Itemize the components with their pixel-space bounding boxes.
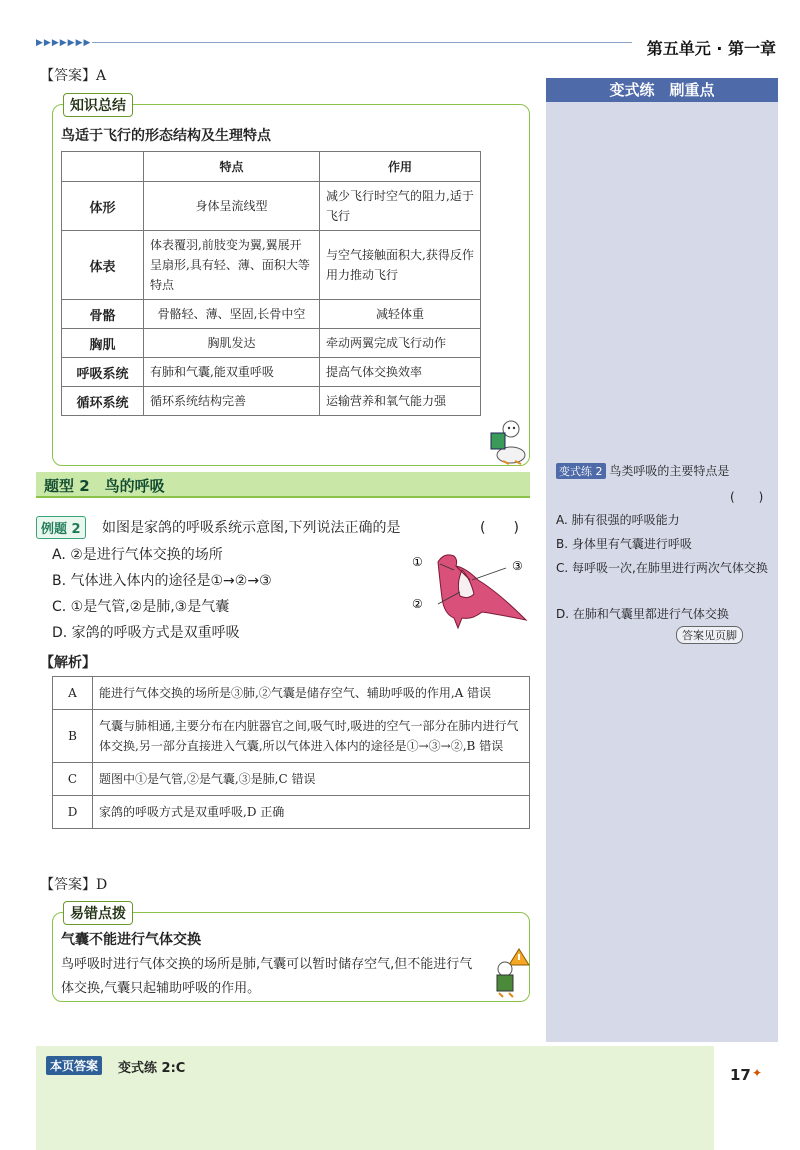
table-row xyxy=(53,677,530,710)
answer-2: 【答案】D xyxy=(40,877,108,893)
row-head: 胸肌 xyxy=(62,329,144,358)
row-feature: 体表覆羽,前肢变为翼,翼展开呈扇形,具有轻、薄、面积大等特点 xyxy=(144,231,320,300)
row-use: 减少飞行时空气的阻力,适于飞行 xyxy=(320,182,481,231)
option-d: D. 家鸽的呼吸方式是双重呼吸 xyxy=(52,625,240,641)
row-head: 体形 xyxy=(62,182,144,231)
analysis-text: 家鸽的呼吸方式是双重呼吸,D 正确 xyxy=(93,796,530,829)
summary-header-row xyxy=(62,152,481,182)
summary-table xyxy=(61,151,481,416)
footer-answer-label: 本页答案 xyxy=(46,1056,102,1075)
knowledge-summary-box xyxy=(52,98,530,466)
row-head: 循环系统 xyxy=(62,387,144,416)
analysis-label: 【解析】 xyxy=(40,655,96,671)
row-feature: 有肺和气囊,能双重呼吸 xyxy=(144,358,320,387)
summary-col-2: 作用 xyxy=(320,152,481,182)
analysis-key: D xyxy=(53,796,93,829)
chapter-title: 第五单元 · 第一章 xyxy=(646,39,776,58)
table-row xyxy=(53,710,530,763)
example-tag: 例题 2 xyxy=(36,516,86,539)
header-rule xyxy=(92,42,632,43)
header-arrows: ▶▶▶▶▶▶▶ xyxy=(36,38,92,48)
summary-col-1: 特点 xyxy=(144,152,320,182)
row-head: 呼吸系统 xyxy=(62,358,144,387)
practice-question xyxy=(556,462,774,479)
table-row xyxy=(53,763,530,796)
tip-title: 气囊不能进行气体交换 xyxy=(61,932,201,948)
summary-title: 鸟适于飞行的形态结构及生理特点 xyxy=(61,128,271,144)
pigeon-respiratory-diagram xyxy=(410,540,530,630)
practice-option-a: A. 肺有很强的呼吸能力 xyxy=(556,513,680,527)
practice-option-d: D. 在肺和气囊里都进行气体交换 xyxy=(556,607,729,621)
practice-tag: 变式练 2 xyxy=(556,463,606,479)
row-use: 提高气体交换效率 xyxy=(320,358,481,387)
option-b: B. 气体进入体内的途径是①→②→③ xyxy=(52,573,272,589)
label-1: ① xyxy=(412,555,423,569)
row-feature: 胸肌发达 xyxy=(144,329,320,358)
answer-footnote-link[interactable]: 答案见页脚 xyxy=(676,626,743,644)
mascot-warning-icon xyxy=(491,947,531,999)
section-2-title: 题型 2 鸟的呼吸 xyxy=(44,477,165,495)
row-feature: 身体呈流线型 xyxy=(144,182,320,231)
page-decoration-icon: ✦ xyxy=(752,1066,763,1080)
tip-tag: 易错点拨 xyxy=(63,901,133,925)
table-row xyxy=(62,329,481,358)
analysis-text: 气囊与肺相通,主要分布在内脏器官之间,吸气时,吸进的空气一部分在肺内进行气体交换,另一部分直接进入气囊,所以气体进入体内的途径是①→③→②,B 错误 xyxy=(93,710,530,763)
summary-tag: 知识总结 xyxy=(63,93,133,117)
row-head: 骨骼 xyxy=(62,300,144,329)
summary-col-0 xyxy=(62,152,144,182)
table-row xyxy=(62,387,481,416)
footer-answer: 变式练 2:C xyxy=(118,1061,186,1076)
option-c: C. ①是气管,②是肺,③是气囊 xyxy=(52,599,230,615)
row-use: 运输营养和氧气能力强 xyxy=(320,387,481,416)
analysis-key: B xyxy=(53,710,93,763)
page-number: 17 xyxy=(730,1066,751,1084)
analysis-table xyxy=(52,676,530,829)
analysis-key: C xyxy=(53,763,93,796)
practice-option-b: B. 身体里有气囊进行呼吸 xyxy=(556,537,692,551)
table-row xyxy=(62,182,481,231)
label-3: ③ xyxy=(512,559,523,573)
analysis-text: 题图中①是气管,②是气囊,③是肺,C 错误 xyxy=(93,763,530,796)
table-row xyxy=(62,300,481,329)
practice-option-c: C. 每呼吸一次,在肺里进行两次气体交换 xyxy=(556,561,768,575)
row-use: 减轻体重 xyxy=(320,300,481,329)
row-use: 牵动两翼完成飞行动作 xyxy=(320,329,481,358)
answer-1: 【答案】A xyxy=(40,68,107,84)
row-feature: 骨骼轻、薄、坚固,长骨中空 xyxy=(144,300,320,329)
row-head: 体表 xyxy=(62,231,144,300)
row-use: 与空气接触面积大,获得反作用力推动飞行 xyxy=(320,231,481,300)
tip-body: 鸟呼吸时进行气体交换的场所是肺,气囊可以暂时储存空气,但不能进行气体交换,气囊只起辅助呼吸的作用。 xyxy=(61,957,473,996)
example-question: 如图是家鸽的呼吸系统示意图,下列说法正确的是 xyxy=(102,520,401,536)
analysis-text: 能进行气体交换的场所是③肺,②气囊是储存空气、辅助呼吸的作用,A 错误 xyxy=(93,677,530,710)
label-2: ② xyxy=(412,597,423,611)
practice-header: 变式练 刷重点 xyxy=(546,78,778,102)
mascot-reading-icon xyxy=(489,415,529,465)
practice-question-text: 鸟类呼吸的主要特点是 xyxy=(609,464,730,478)
example-answer-paren: ( ) xyxy=(480,520,519,536)
row-feature: 循环系统结构完善 xyxy=(144,387,320,416)
table-row xyxy=(62,358,481,387)
table-row xyxy=(53,796,530,829)
practice-answer-paren: ( ) xyxy=(730,490,764,504)
common-mistake-box xyxy=(52,906,530,1002)
table-row xyxy=(62,231,481,300)
option-a: A. ②是进行气体交换的场所 xyxy=(52,547,223,563)
analysis-key: A xyxy=(53,677,93,710)
section-2-banner xyxy=(36,472,530,498)
